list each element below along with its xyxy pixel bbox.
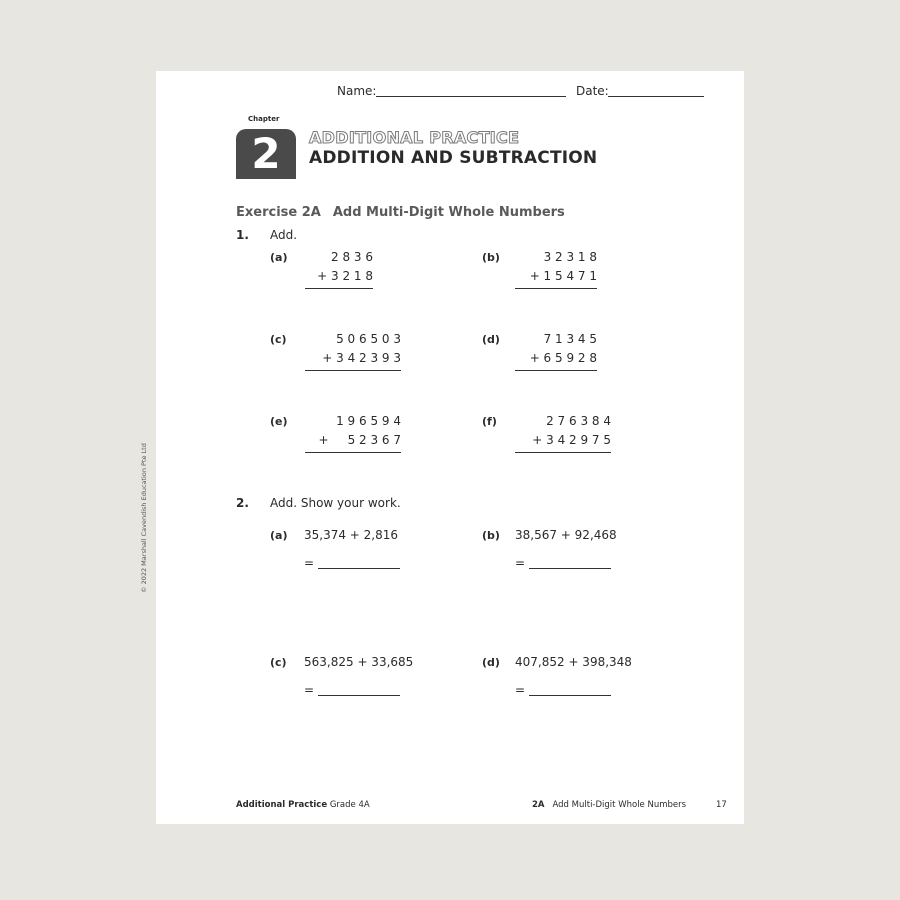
equals-sign: = bbox=[304, 556, 315, 570]
chapter-title: ADDITION AND SUBTRACTION bbox=[309, 148, 598, 168]
q2-d-label: (d) bbox=[482, 656, 500, 669]
worksheet-page bbox=[140, 71, 744, 824]
date-label: Date: bbox=[576, 84, 609, 98]
page-number: 17 bbox=[716, 800, 727, 810]
answer-blank[interactable] bbox=[318, 695, 400, 696]
q2-a-label: (a) bbox=[270, 529, 288, 542]
date-blank[interactable] bbox=[608, 96, 704, 97]
footer-book-bold: Additional Practice bbox=[236, 800, 328, 810]
name-blank[interactable] bbox=[376, 96, 566, 97]
series-title: ADDITIONAL PRACTICE bbox=[309, 128, 520, 147]
q1-c-top: 5 0 6 5 0 3 bbox=[336, 332, 401, 346]
q1-d-bottom: + 6 5 9 2 8 bbox=[529, 351, 597, 365]
q1-f-bottom: + 3 4 2 9 7 5 bbox=[532, 433, 611, 447]
question-1-prompt: Add. bbox=[270, 228, 298, 242]
name-label: Name: bbox=[337, 84, 377, 98]
q1-e-top: 1 9 6 5 9 4 bbox=[336, 414, 401, 428]
question-2-number: 2. bbox=[236, 496, 249, 510]
footer-section-code: 2A bbox=[532, 800, 545, 810]
equals-sign: = bbox=[304, 683, 315, 697]
answer-rule bbox=[305, 370, 401, 371]
chapter-number-badge bbox=[236, 129, 296, 179]
q2-b-answer[interactable] bbox=[515, 556, 611, 570]
copyright-notice: © 2022 Marshall Cavendish Education Pte Ltd bbox=[140, 443, 148, 593]
q2-c-answer[interactable] bbox=[304, 683, 400, 697]
q1-d-top: 7 1 3 4 5 bbox=[543, 332, 597, 346]
q1-c-bottom: + 3 4 2 3 9 3 bbox=[322, 351, 401, 365]
answer-rule bbox=[515, 288, 597, 289]
q1-b-bottom: + 1 5 4 7 1 bbox=[529, 269, 597, 283]
q1-e-label: (e) bbox=[270, 415, 288, 428]
q1-f-label: (f) bbox=[482, 415, 497, 428]
answer-blank[interactable] bbox=[318, 568, 400, 569]
q1-b-top: 3 2 3 1 8 bbox=[543, 250, 597, 264]
footer-section-title: Add Multi-Digit Whole Numbers bbox=[552, 800, 687, 810]
question-1-number: 1. bbox=[236, 228, 249, 242]
q2-d-expression: 407,852 + 398,348 bbox=[515, 655, 632, 669]
question-2-prompt: Add. Show your work. bbox=[270, 496, 401, 510]
q1-f-problem bbox=[515, 412, 611, 453]
q1-d-problem bbox=[515, 330, 597, 371]
q1-a-label: (a) bbox=[270, 251, 288, 264]
q1-b-label: (b) bbox=[482, 251, 500, 264]
q1-c-label: (c) bbox=[270, 333, 287, 346]
equals-sign: = bbox=[515, 683, 526, 697]
q2-c-label: (c) bbox=[270, 656, 287, 669]
q2-d-answer[interactable] bbox=[515, 683, 611, 697]
answer-rule bbox=[515, 452, 611, 453]
chapter-label: Chapter bbox=[248, 115, 280, 123]
answer-rule bbox=[515, 370, 597, 371]
exercise-code: Exercise 2A bbox=[236, 205, 321, 220]
footer-book-grade: Grade 4A bbox=[327, 800, 370, 810]
q2-a-expression: 35,374 + 2,816 bbox=[304, 528, 399, 542]
answer-rule bbox=[305, 452, 401, 453]
q1-c-problem bbox=[305, 330, 401, 371]
answer-blank[interactable] bbox=[529, 695, 611, 696]
equals-sign: = bbox=[515, 556, 526, 570]
footer-book-title bbox=[236, 800, 370, 810]
q2-b-expression: 38,567 + 92,468 bbox=[515, 528, 617, 542]
q2-b-label: (b) bbox=[482, 529, 500, 542]
q1-f-top: 2 7 6 3 8 4 bbox=[546, 414, 611, 428]
answer-rule bbox=[305, 288, 373, 289]
q2-a-answer[interactable] bbox=[304, 556, 400, 570]
exercise-title: Add Multi-Digit Whole Numbers bbox=[332, 205, 565, 220]
q1-e-problem bbox=[305, 412, 401, 453]
q2-c-expression: 563,825 + 33,685 bbox=[304, 655, 414, 669]
q1-d-label: (d) bbox=[482, 333, 500, 346]
q1-e-bottom: + 5 2 3 6 7 bbox=[318, 433, 401, 447]
q1-a-bottom: + 3 2 1 8 bbox=[317, 269, 373, 283]
exercise-heading bbox=[236, 205, 565, 220]
q1-b-problem bbox=[515, 248, 597, 289]
q1-a-top: 2 8 3 6 bbox=[331, 250, 373, 264]
q1-a-problem bbox=[305, 248, 373, 289]
footer-section bbox=[532, 800, 686, 810]
chapter-number: 2 bbox=[251, 129, 281, 178]
answer-blank[interactable] bbox=[529, 568, 611, 569]
